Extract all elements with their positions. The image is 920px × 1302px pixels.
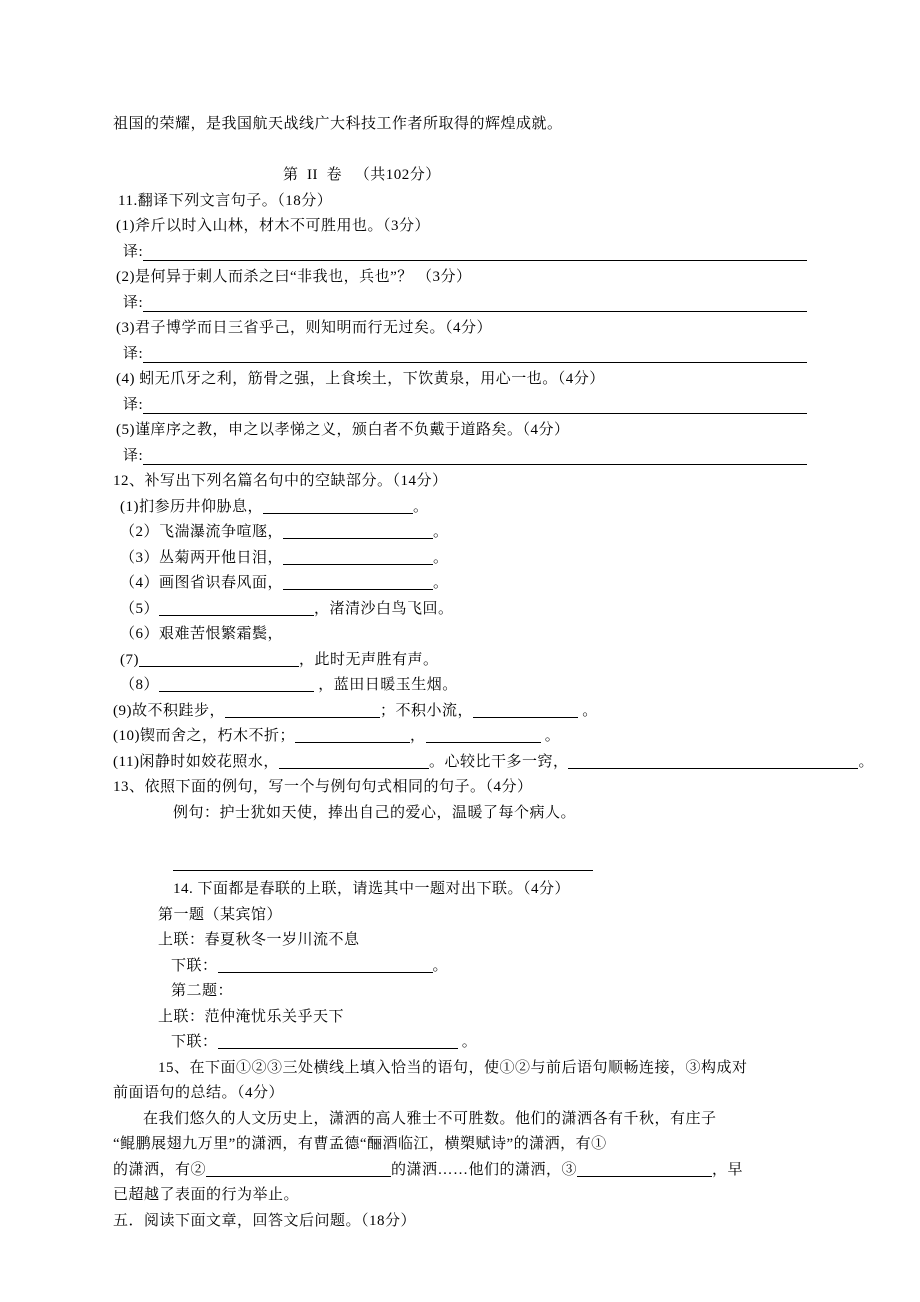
q12-item-11 bbox=[113, 750, 874, 776]
q14-topic2-lower bbox=[113, 1030, 807, 1056]
q11-title bbox=[113, 189, 807, 215]
answer-blank bbox=[577, 1162, 712, 1177]
q12-item-9 bbox=[113, 699, 807, 725]
text-run: 译: bbox=[123, 294, 144, 311]
text-run: 14. 下面都是春联的上联，请选其中一题对出下联。（4分） bbox=[173, 881, 571, 897]
text-run: 上联：春夏秋冬一岁川流不息 bbox=[158, 932, 360, 948]
text-run: 13、依照下面的例句，写一个与例句句式相同的句子。（4分） bbox=[113, 779, 533, 795]
q12-item-3 bbox=[113, 546, 807, 572]
answer-blank bbox=[143, 362, 807, 363]
text-run: 12、补写出下列名篇名句中的空缺部分。（14分） bbox=[113, 473, 448, 489]
text-run: （8） bbox=[120, 677, 160, 693]
text-run: 五．阅读下面文章，回答文后问题。（18分） bbox=[113, 1212, 417, 1229]
q11-item-1 bbox=[113, 214, 807, 240]
text-run: 。 bbox=[578, 702, 598, 719]
text-run: 下联： bbox=[171, 1034, 218, 1050]
answer-blank bbox=[295, 728, 410, 743]
answer-blank bbox=[283, 575, 433, 590]
answer-blank bbox=[143, 413, 807, 414]
text-run: 。 bbox=[433, 524, 449, 540]
part2-heading bbox=[113, 163, 807, 189]
spacer bbox=[113, 826, 807, 852]
text-run: 。 bbox=[433, 575, 449, 591]
text-run: ；不积小流， bbox=[380, 702, 474, 719]
q15-passage-line2 bbox=[113, 1132, 807, 1158]
q13-title bbox=[113, 775, 807, 801]
text-run: 。 bbox=[540, 728, 561, 744]
text-run: 上联：范仲淹忧乐关乎天下 bbox=[158, 1008, 345, 1025]
text-run: 的潇洒……他们的潇洒，③ bbox=[391, 1161, 578, 1178]
q15-title-line1 bbox=[113, 1056, 807, 1082]
q15-title-line2 bbox=[113, 1081, 807, 1107]
q13-example bbox=[113, 801, 807, 827]
text-run: （6）艰难苦恨繁霜鬓， bbox=[120, 626, 284, 642]
text-run: 第一题（某宾馆） bbox=[158, 906, 283, 923]
q11-answer-1 bbox=[113, 240, 807, 266]
q12-item-1 bbox=[113, 495, 807, 521]
q14-topic2 bbox=[113, 979, 807, 1005]
text-run: 。 bbox=[413, 498, 429, 515]
text-run: 下联： bbox=[171, 957, 218, 974]
answer-blank bbox=[218, 1034, 458, 1049]
text-run: （4）画图省识春风面， bbox=[120, 575, 284, 591]
text-run: 译: bbox=[123, 396, 144, 413]
text-run: ，此时无声胜有声。 bbox=[299, 651, 439, 668]
answer-blank bbox=[426, 728, 541, 743]
text-run: 的潇洒，有② bbox=[113, 1161, 207, 1178]
section5-title bbox=[113, 1209, 807, 1235]
text-run: “鲲鹏展翅九万里”的潇洒，有曹孟德“酾酒临江，横槊赋诗”的潇洒，有① bbox=[113, 1136, 607, 1152]
q11-item-4 bbox=[113, 367, 807, 393]
q14-title bbox=[113, 877, 807, 903]
answer-blank bbox=[568, 754, 858, 769]
text-run: 例句：护士犹如天使，捧出自己的爱心，温暖了每个病人。 bbox=[173, 804, 577, 821]
q12-item-2 bbox=[113, 520, 807, 546]
answer-blank bbox=[225, 703, 380, 718]
q13-answer-line bbox=[113, 852, 807, 878]
q15-passage-line4 bbox=[113, 1183, 807, 1209]
q14-topic1-upper bbox=[113, 928, 807, 954]
answer-blank bbox=[206, 1162, 391, 1177]
text-run: (9)故不积跬步， bbox=[113, 702, 225, 719]
q11-answer-2 bbox=[113, 291, 807, 317]
text-run: (10)锲而舍之，朽木不折； bbox=[113, 728, 295, 744]
text-run: 。 bbox=[432, 957, 449, 974]
text-run: (7) bbox=[120, 651, 139, 668]
answer-blank bbox=[159, 601, 314, 616]
text-run: 译: bbox=[123, 447, 144, 464]
answer-blank bbox=[263, 499, 413, 514]
q14-topic2-upper bbox=[113, 1005, 807, 1031]
q11-answer-3 bbox=[113, 342, 807, 368]
text-run: 第 II 卷 （共102分） bbox=[283, 167, 441, 183]
answer-blank bbox=[279, 754, 429, 769]
q11-item-2 bbox=[113, 265, 807, 291]
q15-passage-line1 bbox=[113, 1107, 807, 1133]
q11-item-5 bbox=[113, 418, 807, 444]
q12-item-4 bbox=[113, 571, 807, 597]
spacer bbox=[113, 138, 807, 164]
q11-answer-4 bbox=[113, 393, 807, 419]
answer-blank bbox=[139, 652, 299, 667]
text-run: (11)闲静时如姣花照水， bbox=[113, 753, 279, 770]
text-run: 第二题： bbox=[171, 983, 234, 999]
answer-blank bbox=[218, 958, 433, 973]
text-run: (2)是何异于刺人而杀之曰“非我也，兵也”？ （3分） bbox=[116, 269, 472, 285]
text-run: ，蓝田日暖玉生烟。 bbox=[314, 677, 458, 693]
answer-blank bbox=[143, 311, 807, 312]
answer-blank bbox=[159, 677, 314, 692]
answer-blank bbox=[473, 703, 578, 718]
text-run: 。 bbox=[858, 753, 874, 770]
text-run: 祖国的荣耀，是我国航天战线广大科技工作者所取得的辉煌成就。 bbox=[113, 116, 563, 132]
text-run: 。心较比干多一窍， bbox=[428, 753, 569, 770]
q12-item-7 bbox=[113, 648, 807, 674]
text-run: 已超越了表面的行为举止。 bbox=[113, 1187, 300, 1203]
q11-answer-5 bbox=[113, 444, 807, 470]
text-run: 在我们悠久的人文历史上，潇洒的高人雅士不可胜数。他们的潇洒各有千秋，有庄子 bbox=[143, 1110, 717, 1127]
text-run: (4) 蚓无爪牙之利，筋骨之强，上食埃土，下饮黄泉，用心一也。（4分） bbox=[116, 371, 605, 387]
text-run: （5） bbox=[120, 600, 160, 617]
text-run: (1)斧斤以时入山林，材木不可胜用也。（3分） bbox=[116, 218, 430, 234]
text-run: 。 bbox=[457, 1034, 478, 1050]
q11-item-3 bbox=[113, 316, 807, 342]
q12-item-6 bbox=[113, 622, 807, 648]
answer-blank bbox=[173, 856, 593, 871]
text-run: 译: bbox=[123, 243, 144, 260]
text-run: （2）飞湍瀑流争喧豗， bbox=[120, 524, 284, 540]
text-run: (3)君子博学而日三省乎己，则知明而行无过矣。（4分） bbox=[116, 320, 492, 336]
text-run: 前面语句的总结。（4分） bbox=[113, 1085, 285, 1101]
q12-item-8 bbox=[113, 673, 807, 699]
q14-topic1 bbox=[113, 903, 807, 929]
text-run: 。 bbox=[433, 549, 449, 566]
text-run: (1)扪参历井仰胁息， bbox=[120, 498, 263, 515]
answer-blank bbox=[143, 260, 807, 261]
text-run: ， bbox=[410, 728, 426, 744]
q14-topic1-lower bbox=[113, 954, 807, 980]
q15-passage-line3 bbox=[113, 1158, 807, 1184]
text-run: 15、在下面①②③三处横线上填入恰当的语句，使①②与前后语句顺畅连接，③构成对 bbox=[158, 1059, 748, 1076]
text-run: (5)谨庠序之教，申之以孝悌之义，颁白者不负戴于道路矣。（4分） bbox=[116, 422, 570, 438]
answer-blank bbox=[283, 524, 433, 539]
text-run: （3）丛菊两开他日泪， bbox=[120, 549, 284, 566]
text-run: ，早 bbox=[712, 1161, 744, 1178]
answer-blank bbox=[143, 464, 807, 465]
text-run: 11.翻译下列文言句子。（18分） bbox=[118, 192, 333, 209]
q12-item-5 bbox=[113, 597, 807, 623]
q12-item-10 bbox=[113, 724, 807, 750]
text-run: 译: bbox=[123, 345, 144, 362]
q12-title bbox=[113, 469, 807, 495]
text-run: ，渚清沙白鸟飞回。 bbox=[314, 600, 454, 617]
answer-blank bbox=[283, 550, 433, 565]
intro-line bbox=[113, 112, 807, 138]
